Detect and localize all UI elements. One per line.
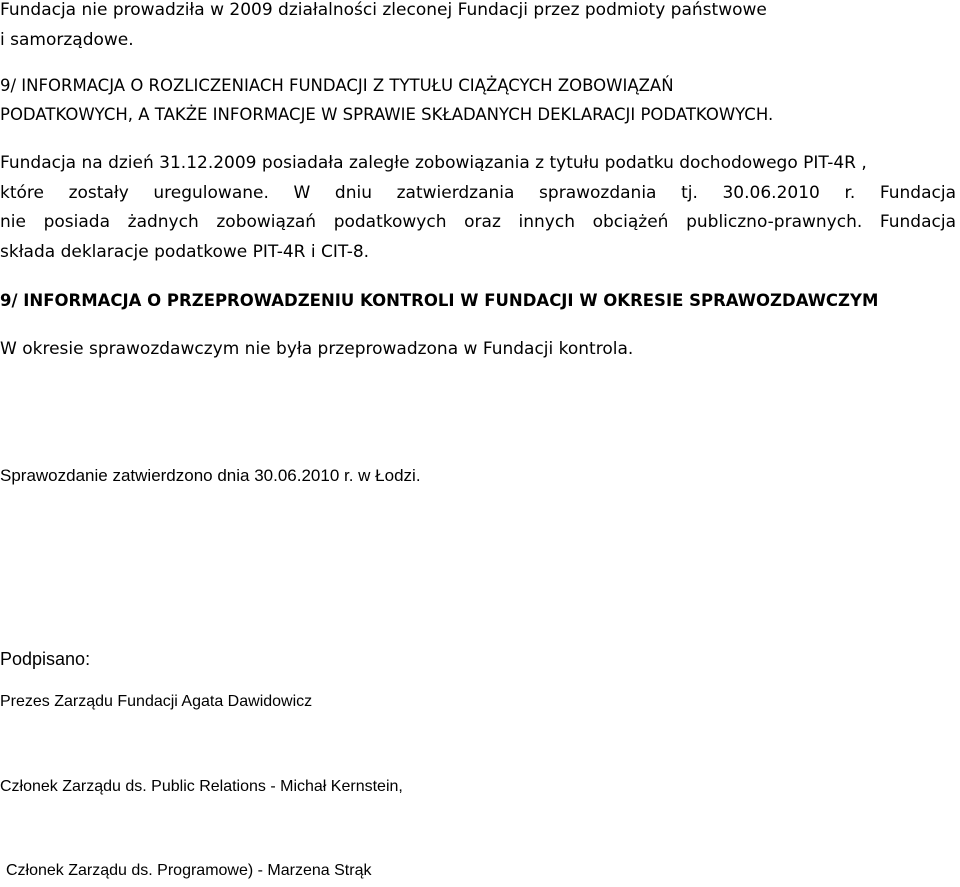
section-tax-paragraph-line-3: nie posiada żadnych zobowiązań podatkowych oraz innych obciążeń publiczno-prawnych. Fundacja (0, 212, 956, 232)
section-tax-paragraph-line-2: które zostały uregulowane. W dniu zatwierdzania sprawozdania tj. 30.06.2010 r. Fundacja (0, 183, 956, 203)
section-tax-paragraph-line-4: składa deklaracje podatkowe PIT-4R i CIT-8. (0, 242, 370, 262)
section-tax-paragraph-line-1: Fundacja na dzień 31.12.2009 posiadała zaległe zobowiązania z tytułu podatku dochodowego PIT-4R , (0, 153, 867, 173)
signature-president: Prezes Zarządu Fundacji Agata Dawidowicz (0, 693, 313, 710)
section-tax-heading-line-1: 9/ INFORMACJA O ROZLICZENIACH FUNDACJI Z TYTUŁU CIĄŻĄCYCH ZOBOWIĄZAŃ (0, 76, 674, 95)
signatures-label: Podpisano: (0, 649, 91, 669)
section-control-heading: 9/ INFORMACJA O PRZEPROWADZENIU KONTROLI W FUNDACJI W OKRESIE SPRAWOZDAWCZYM (0, 291, 879, 310)
signature-member-pr: Członek Zarządu ds. Public Relations - Michał Kernstein, (0, 778, 403, 795)
signature-member-programs: Członek Zarządu ds. Programowe) - Marzena Strąk (6, 862, 372, 879)
intro-line-2: i samorządowe. (0, 30, 134, 50)
approval-statement: Sprawozdanie zatwierdzono dnia 30.06.2010 r. w Łodzi. (0, 466, 421, 485)
section-tax-heading-line-2: PODATKOWYCH, A TAKŻE INFORMACJE W SPRAWIE SKŁADANYCH DEKLARACJI PODATKOWYCH. (0, 105, 774, 124)
intro-line-1: Fundacja nie prowadziła w 2009 działalności zleconej Fundacji przez podmioty państwowe (0, 0, 767, 20)
section-control-text: W okresie sprawozdawczym nie była przeprowadzona w Fundacji kontrola. (0, 339, 634, 359)
